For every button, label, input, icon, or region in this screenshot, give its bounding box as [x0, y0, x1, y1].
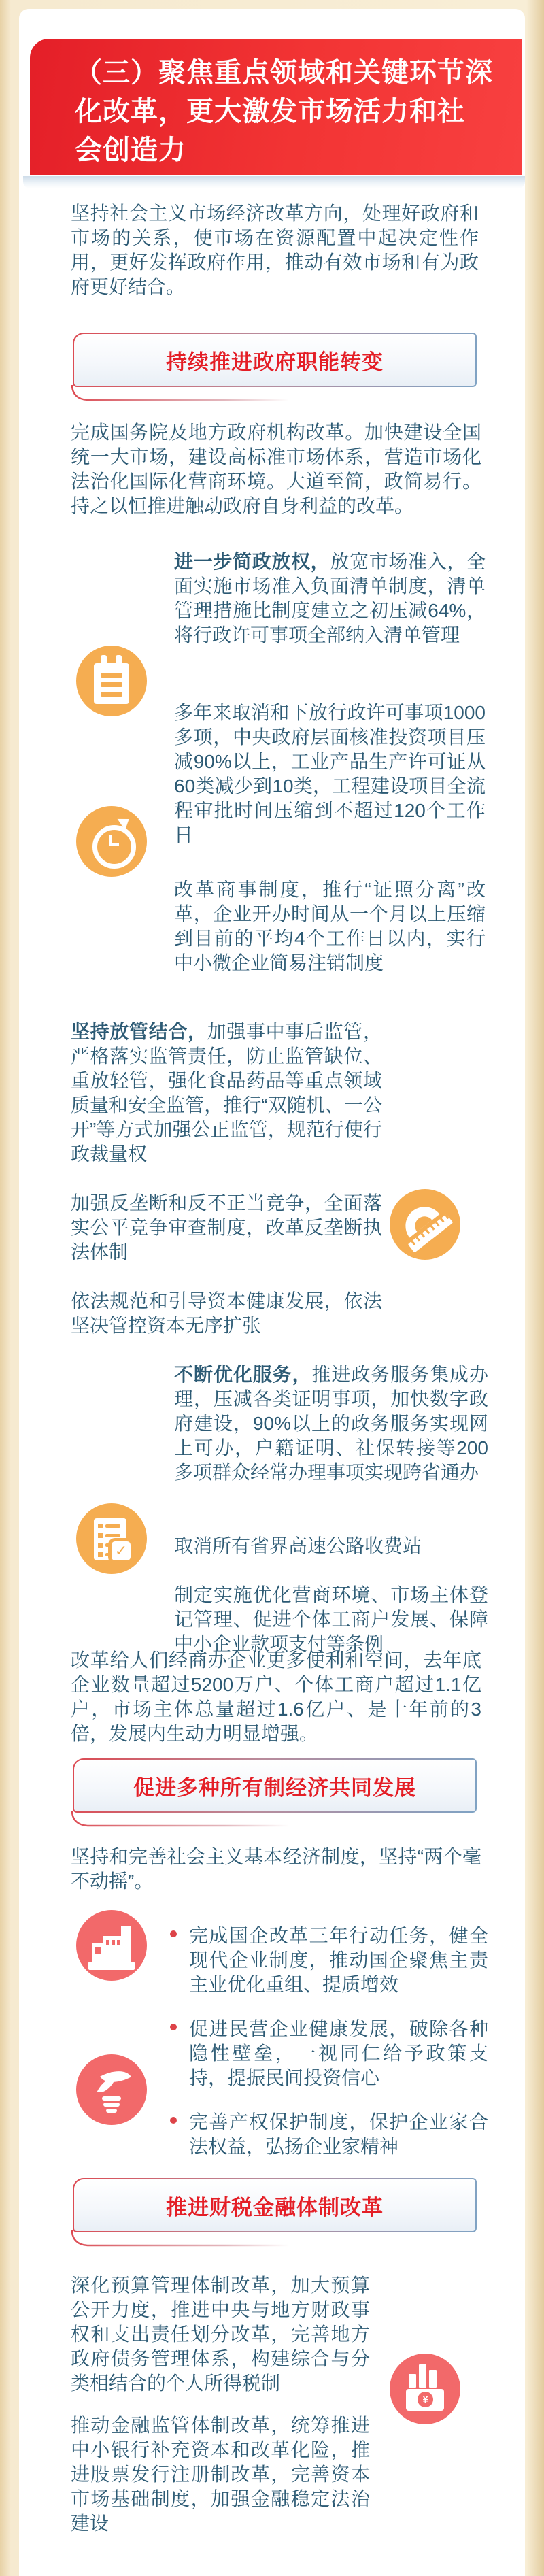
block-d-lead: 坚持放管结合，	[71, 1021, 207, 1042]
page-title-line: 会创造力	[75, 135, 186, 165]
bullet-dot	[170, 2117, 177, 2124]
checklist-line	[105, 1534, 120, 1537]
section1-block-e: 加强反垄断和反不正当竞争，全面落实公平竞争审查制度，改革反垄断执法体制	[71, 1192, 382, 1262]
stopwatch-hand	[110, 843, 119, 846]
checklist-box	[98, 1533, 103, 1538]
section1-block-g	[174, 1362, 488, 1485]
page-title-line: （三）聚焦重点领域和关键环节深	[75, 58, 493, 88]
finance-chart-icon	[390, 2354, 460, 2424]
factory-window	[106, 1940, 109, 1945]
section1-lead-paragraph: 完成国务院及地方政府机构改革。加快建设全国统一大市场，建设高标准市场体系，营造市场化法治化国际化营商环境。大道至简，政简易行。持之以恒推进触动政府自身利益的改革。	[71, 422, 481, 516]
bulb-base-stripe	[106, 2109, 117, 2113]
factory-window	[117, 1940, 120, 1945]
section2-title-box	[73, 1758, 477, 1813]
checklist-icon	[76, 1503, 147, 1574]
ruler-protractor-icon	[390, 1189, 460, 1260]
section1-closing-paragraph: 改革给人们经商办企业更多便利和空间，去年底企业数量超过5200万户、个体工商户超过1.1亿户，市场主体总量超过1.6亿户、是十年前的3倍，发展内生动力明显增强。	[71, 1650, 481, 1744]
bulb-base-stripe	[103, 2103, 120, 2107]
checklist-box	[98, 1543, 103, 1548]
section2-bullet-1: 完成国企改革三年行动任务，健全现代企业制度，推动国企聚焦主责主业优化重组、提质增效	[189, 1925, 488, 1995]
section1-title: 持续推进政府职能转变	[74, 334, 475, 386]
block-g-text: 推进政务服务集成办理，压减各类证明事项，加快数字政府建设，90%以上的政务服务实现网上可办，户籍证明、社保转接等200多项群众经常办理事项实现跨省通办	[174, 1364, 488, 1483]
page-title-line: 化改革，更大激发市场活力和社	[75, 97, 465, 127]
bullet-dot	[170, 1930, 177, 1937]
factory-window	[95, 1947, 101, 1954]
checklist-line	[105, 1524, 120, 1528]
section2-bullet-3: 完善产权保护制度，保护企业家合法权益，弘扬企业家精神	[189, 2111, 488, 2157]
bulb-base-stripe	[102, 2096, 121, 2101]
factory-chimney	[121, 1926, 131, 1962]
title-box-curl	[71, 2230, 289, 2248]
section3-paragraph-1: 深化预算管理体制改革，加大预算公开力度，推进中央与地方财政事权和支出责任划分改革，完善地方政府债务管理体系，构建综合与分类相结合的个人所得税制	[71, 2275, 370, 2394]
header-shadow-strip	[23, 176, 525, 188]
eco-bulb-icon	[76, 2054, 147, 2125]
section3-title: 推进财税金融体制改革	[74, 2179, 475, 2231]
section1-block-a	[174, 550, 486, 648]
stopwatch-face	[92, 825, 136, 869]
content-card	[19, 9, 525, 2576]
factory-base	[88, 1962, 135, 1970]
bullet-dot	[170, 2024, 177, 2030]
section-header-banner	[30, 39, 522, 175]
stopwatch-icon	[76, 806, 147, 877]
checklist-box	[98, 1524, 103, 1528]
section1-block-f: 依法规范和引导资本健康发展，依法坚决管控资本无序扩张	[71, 1290, 382, 1336]
section2-lead-paragraph: 坚持和完善社会主义基本经济制度，坚持“两个毫不动摇”。	[71, 1846, 481, 1892]
block-g-lead: 不断优化服务，	[174, 1364, 312, 1385]
block-a-text: 放宽市场准入，全面实施市场准入负面清单制度，清单管理措施比制度建立之初压减64%，将行政许可事项全部纳入清单管理	[174, 551, 486, 646]
notepad-line	[101, 682, 122, 687]
section1-block-h: 取消所有省界高速公路收费站	[174, 1535, 422, 1556]
section1-block-d	[71, 1020, 382, 1167]
check-badge: ✓	[112, 1541, 131, 1560]
notepad-icon	[76, 646, 147, 716]
ruler-group	[390, 1192, 460, 1261]
section2-bullet-2: 促进民营企业健康发展，破除各种隐性壁垒，一视同仁给予政策支持，提振民间投资信心	[189, 2018, 488, 2088]
factory-icon	[76, 1910, 147, 1981]
notepad-line	[101, 673, 122, 678]
title-box-curl	[71, 385, 289, 403]
section1-block-c: 改革商事制度，推行“证照分离”改革，企业开办时间从一个月以上压缩到目前的平均4个工作日以内，实行中小微企业简易注销制度	[174, 879, 486, 973]
title-box-curl	[71, 1811, 289, 1828]
chart-bar	[409, 2374, 416, 2388]
chart-bar	[419, 2364, 426, 2388]
intro-paragraph: 坚持社会主义市场经济改革方向，处理好政府和市场的关系，使市场在资源配置中起决定性作用，更好发挥政府作用，推动有效市场和有为政府更好结合。	[71, 203, 479, 297]
chart-bar	[429, 2370, 437, 2388]
section3-title-box	[73, 2178, 477, 2232]
money-box	[406, 2389, 444, 2411]
section1-block-b: 多年来取消和下放行政许可事项1000多项，中央政府层面核准投资项目压减90%以上，工业产品生产许可证从60类减少到10类，工程建设项目全流程审批时间压缩到不超过120个工作日	[174, 702, 486, 846]
yuan-symbol: ¥	[418, 2392, 433, 2407]
notepad-line	[101, 692, 122, 697]
notepad-tab	[116, 655, 122, 669]
factory-window	[112, 1940, 115, 1945]
checklist-box	[98, 1552, 103, 1557]
block-d-text: 加强事中事后监管，严格落实监管责任，防止监管缺位、重放轻管，强化食品药品等重点领域质量和安全监管，推行“双随机、一公开”等方式加强公正监管，规范行使行政裁量权	[71, 1021, 382, 1165]
section3-paragraph-2: 推动金融监管体制改革，统筹推进中小银行补充资本和改革化险，推进股票发行注册制改革，完善资本市场基础制度，加强金融稳定法治建设	[71, 2415, 370, 2534]
section1-block-i: 制定实施优化营商环境、市场主体登记管理、促进个体工商户发展、保障中小企业款项支付等条例	[174, 1584, 488, 1654]
section2-title: 促进多种所有制经济共同发展	[74, 1760, 475, 1811]
notepad-tab	[101, 655, 107, 669]
section1-title-box	[73, 333, 477, 387]
block-a-lead: 进一步简政放权，	[174, 551, 330, 572]
